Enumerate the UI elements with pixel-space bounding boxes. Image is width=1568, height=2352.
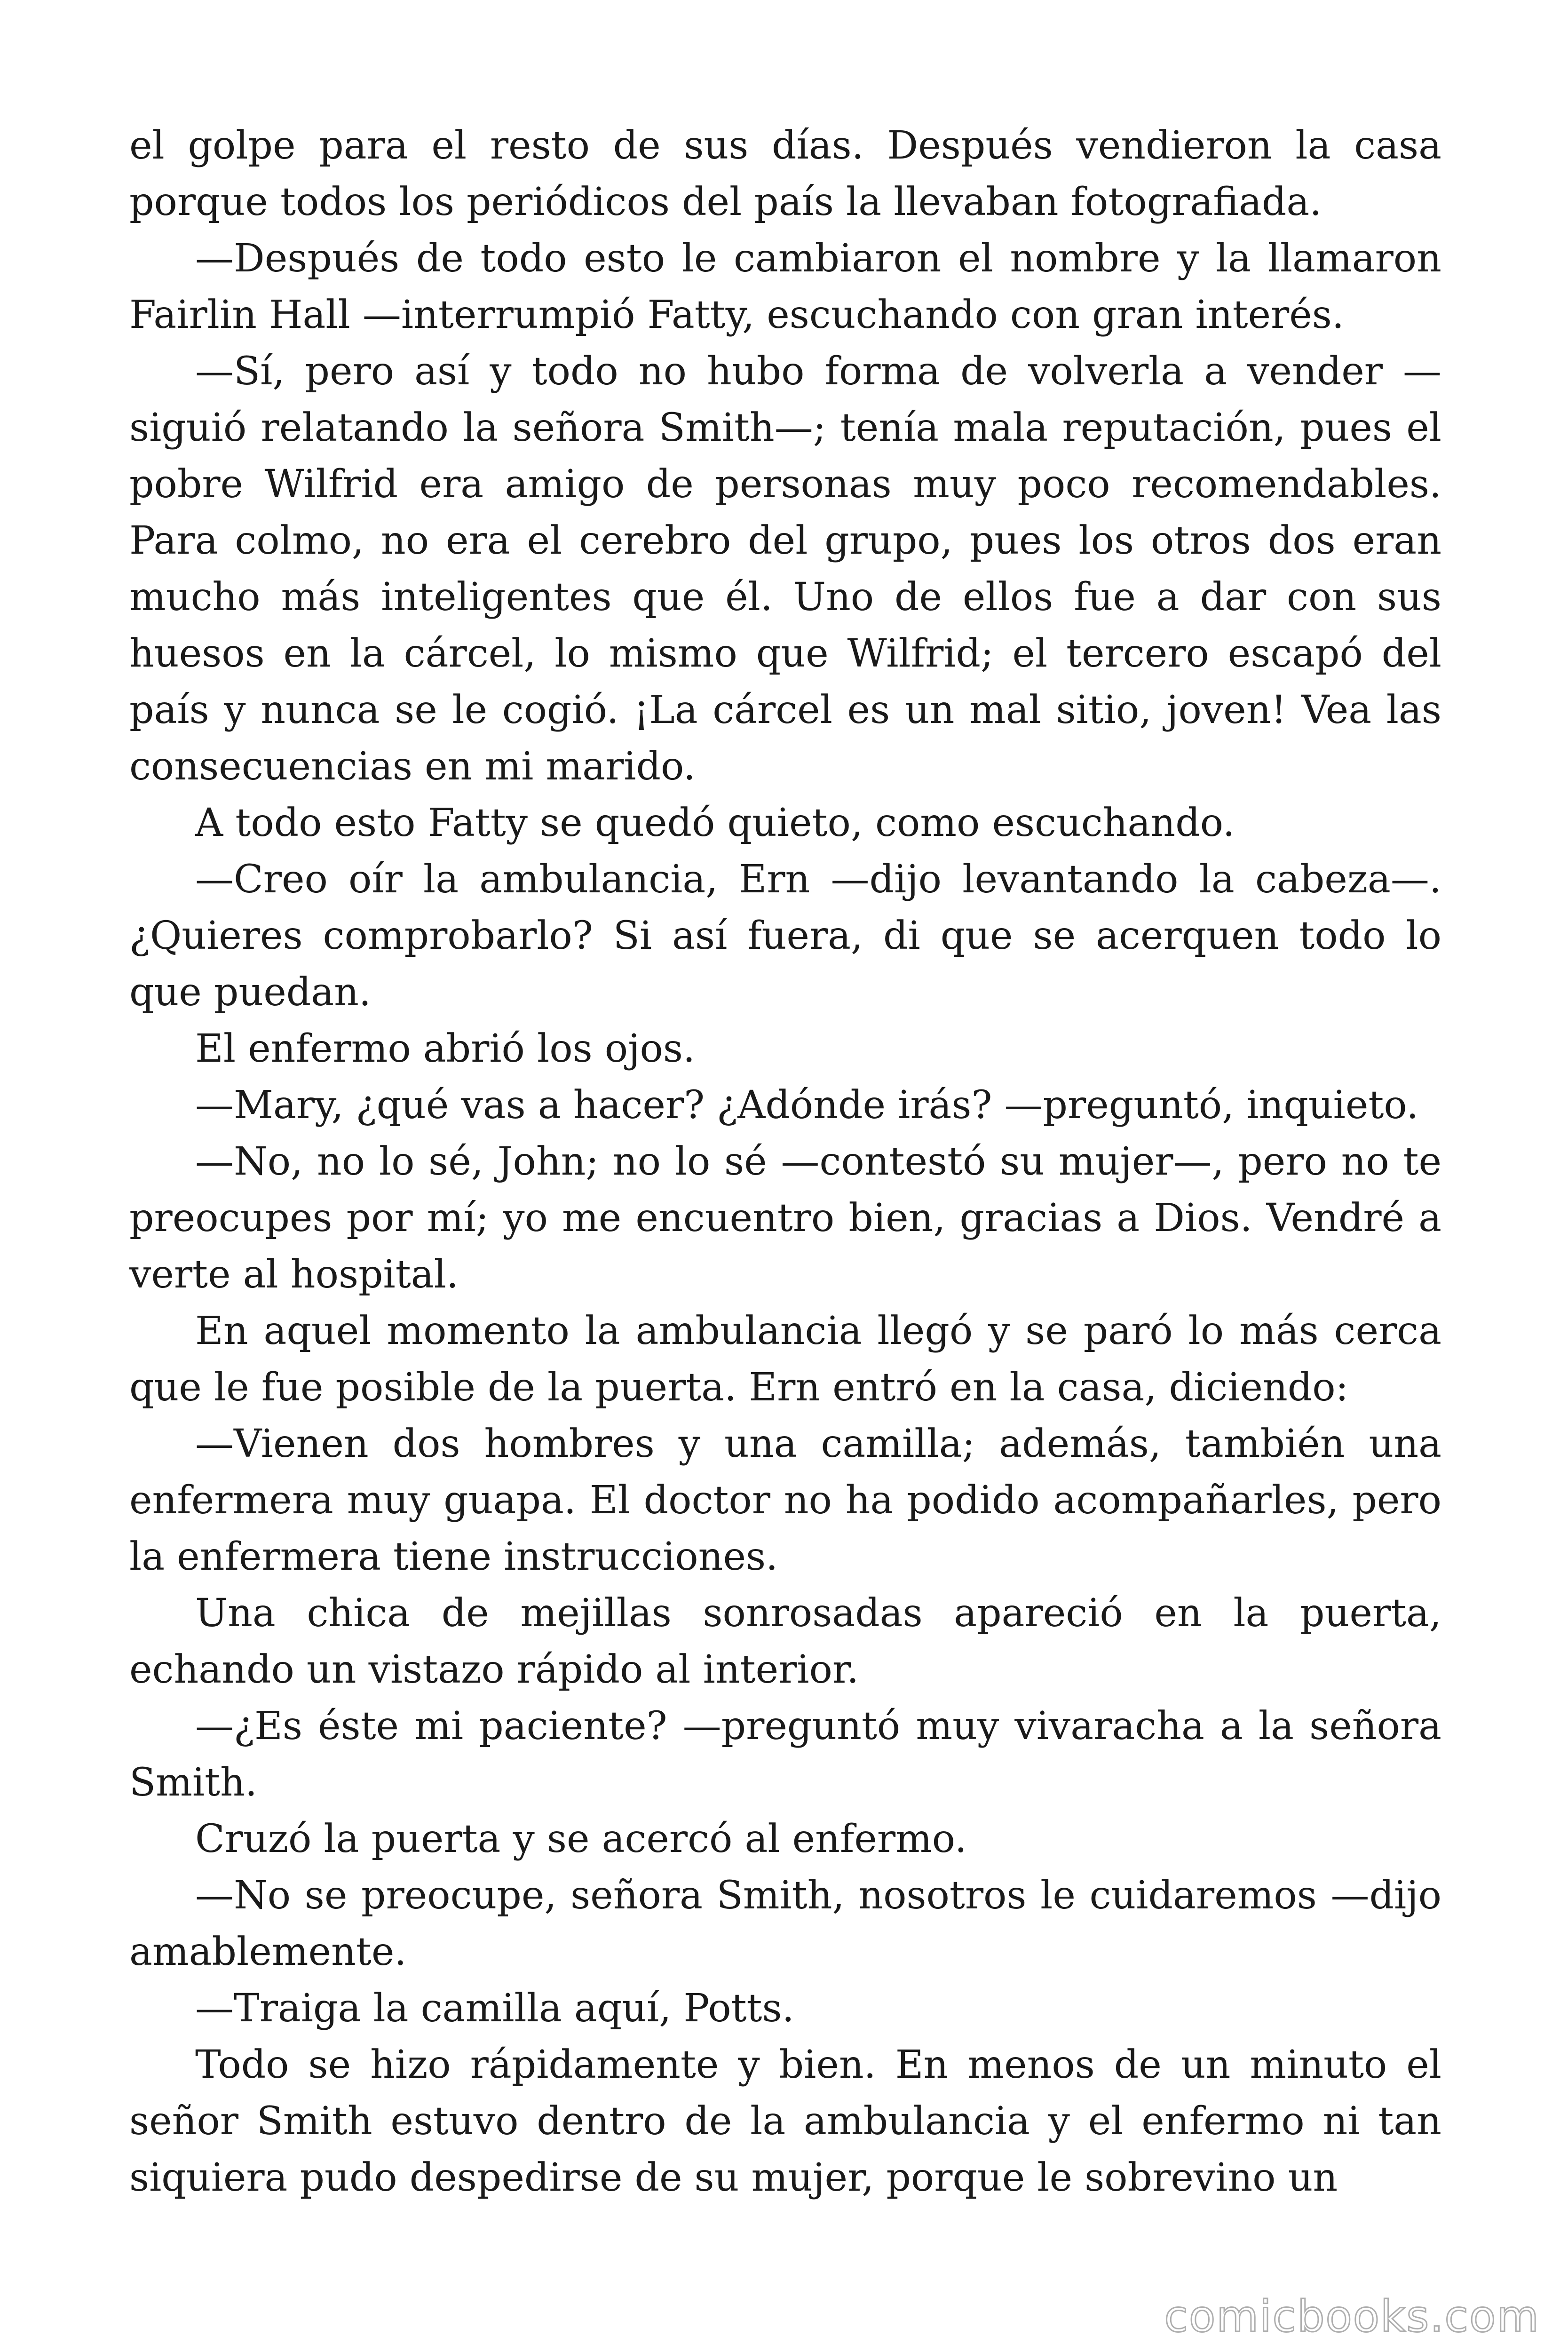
paragraph: —Creo oír la ambulancia, Ern —dijo levantando la cabeza—. ¿Quieres comprobarlo? Si así fuera, di que se acerquen todo lo que puedan. (129, 857, 1441, 1015)
paragraph: el golpe para el resto de sus días. Después vendieron la casa porque todos los periódicos del país la llevaban fotografiada. (129, 123, 1441, 224)
paragraph: —¿Es éste mi paciente? —preguntó muy vivaracha a la señora Smith. (129, 1704, 1441, 1805)
paragraph: Todo se hizo rápidamente y bien. En menos de un minuto el señor Smith estuvo dentro de la ambulancia y el enfermo ni tan siquiera pudo despedirse de su mujer, porque le sobrevino un (129, 2042, 1441, 2200)
paragraph: A todo esto Fatty se quedó quieto, como escuchando. (195, 801, 1235, 845)
paragraph: —Sí, pero así y todo no hubo forma de volverla a vender —siguió relatando la señora Smith—; tenía mala reputación, pues el pobre Wilfrid era amigo de personas muy poco recomendables. Para colmo, no era el cerebro del grupo, pues los otros dos eran mucho más inteligentes que él. Uno de ellos fue a dar con sus huesos en la cárcel, lo mismo que Wilfrid; el tercero escapó del país y nunca se le cogió. ¡La cárcel es un mal sitio, joven! Vea las consecuencias en mi marido. (129, 349, 1441, 789)
paragraph: Cruzó la puerta y se acercó al enfermo. (195, 1817, 967, 1861)
paragraph: —Traiga la camilla aquí, Potts. (195, 1986, 794, 2031)
page-body (129, 118, 1441, 2206)
paragraph: Una chica de mejillas sonrosadas apareció en la puerta, echando un vistazo rápido al interior. (129, 1591, 1441, 1692)
watermark: comicbooks.com (1164, 2291, 1540, 2342)
paragraph: —No, no lo sé, John; no lo sé —contestó su mujer—, pero no te preocupes por mí; yo me encuentro bien, gracias a Dios. Vendré a verte al hospital. (129, 1139, 1441, 1297)
paragraph: El enfermo abrió los ojos. (195, 1026, 696, 1071)
paragraph: —No se preocupe, señora Smith, nosotros le cuidaremos —dijo amablemente. (129, 1873, 1441, 1974)
paragraph: En aquel momento la ambulancia llegó y se paró lo más cerca que le fue posible de la puerta. Ern entró en la casa, diciendo: (129, 1309, 1441, 1410)
paragraph: —Después de todo esto le cambiaron el nombre y la llamaron Fairlin Hall —interrumpió Fatty, escuchando con gran interés. (129, 236, 1441, 337)
paragraph: —Vienen dos hombres y una camilla; además, también una enfermera muy guapa. El doctor no ha podido acompañarles, pero la enfermera tiene instrucciones. (129, 1422, 1441, 1579)
paragraph: —Mary, ¿qué vas a hacer? ¿Adónde irás? —preguntó, inquieto. (195, 1083, 1419, 1128)
